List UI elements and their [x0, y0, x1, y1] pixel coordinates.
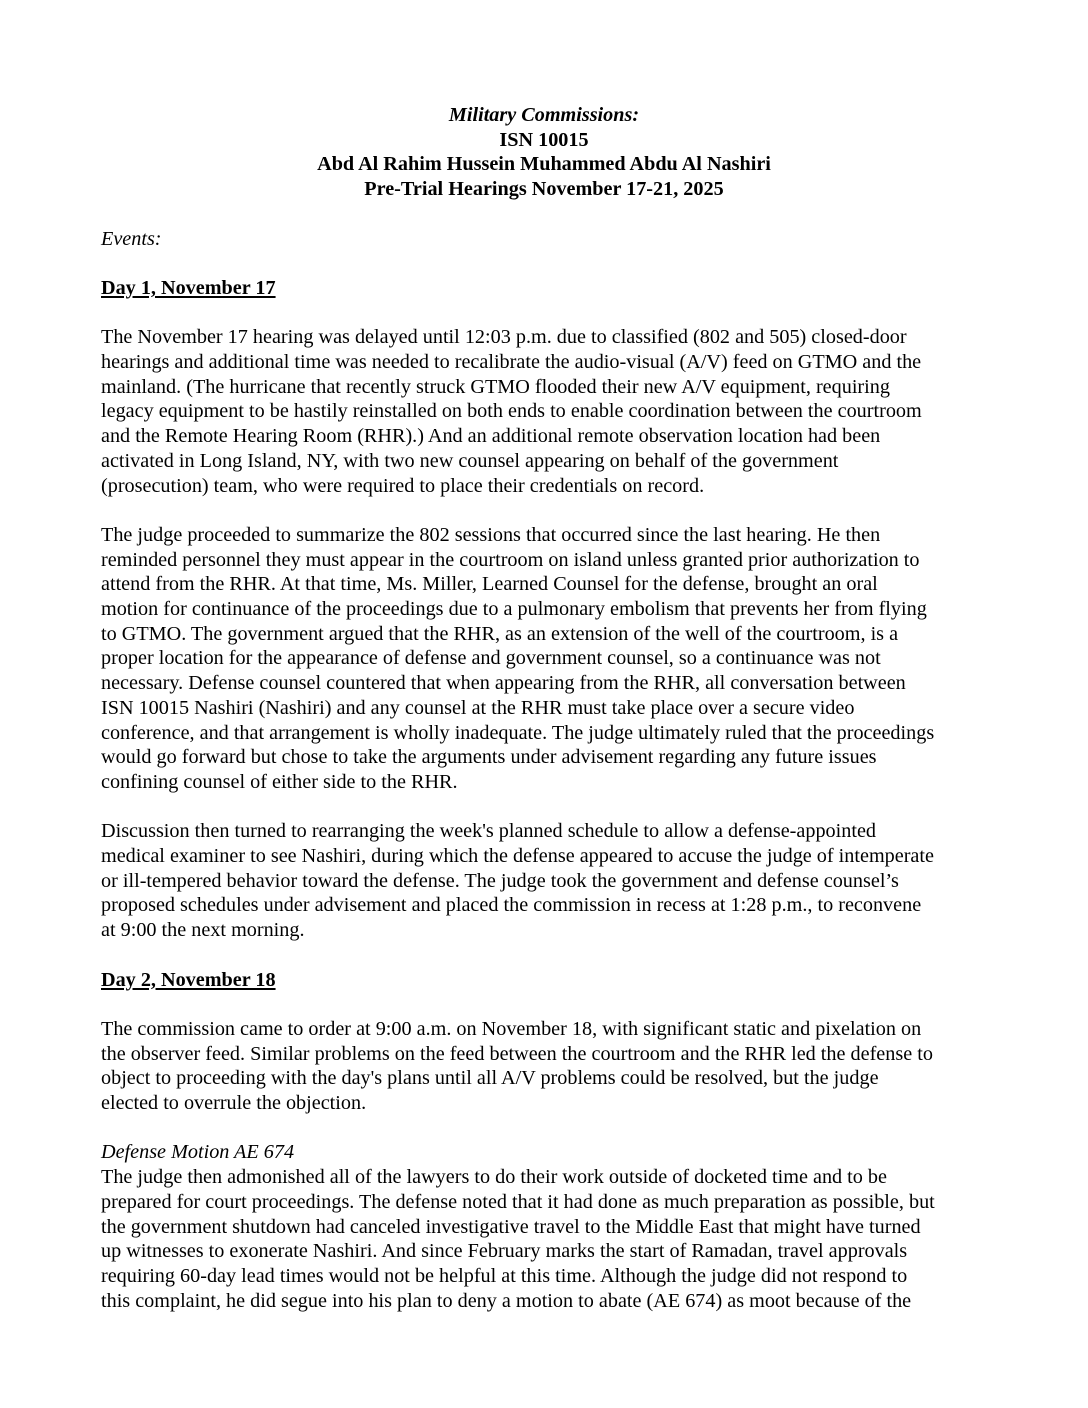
day-2-paragraph-1: [101, 1017, 987, 1116]
title-line-commissions: Military Commissions:: [448, 104, 640, 126]
text-line: the government shutdown had canceled investigative travel to the Middle East that might have turned: [101, 1215, 921, 1238]
text-line: hearings and additional time was needed to recalibrate the audio-visual (A/V) feed on GTMO and the: [101, 350, 922, 373]
text-line: requiring 60-day lead times would not be helpful at this time. Although the judge did not respond to: [101, 1264, 908, 1287]
text-line: necessary. Defense counsel countered that when appearing from the RHR, all conversation between: [101, 672, 906, 695]
day-1-paragraph-1: [101, 325, 987, 498]
text-line: proper location for the appearance of defense and government counsel, so a continuance was not: [101, 647, 881, 670]
text-line: up witnesses to exonerate Nashiri. And since February marks the start of Ramadan, travel approvals: [101, 1240, 908, 1263]
text-line: object to proceeding with the day's plans until all A/V problems could be resolved, but the judge: [101, 1067, 879, 1090]
text-line: The judge proceeded to summarize the 802 sessions that occurred since the last hearing. He then: [101, 523, 881, 546]
document-title-block: [93, 103, 995, 202]
text-line: confining counsel of either side to the RHR.: [101, 770, 458, 793]
text-line: or ill-tempered behavior toward the defense. The judge took the government and defense counsel’s: [101, 869, 899, 892]
text-line: at 9:00 the next morning.: [101, 919, 305, 942]
text-line: The judge then admonished all of the lawyers to do their work outside of docketed time and to be: [101, 1166, 887, 1189]
day-1-heading: Day 1, November 17: [101, 276, 276, 299]
day-2-heading: Day 2, November 18: [101, 968, 276, 991]
text-line: to GTMO. The government argued that the RHR, as an extension of the well of the courtroom, is a: [101, 622, 899, 645]
text-line: legacy equipment to be hastily reinstalled on both ends to enable coordination between the courtroom: [101, 400, 922, 423]
text-line: attend from the RHR. At that time, Ms. Miller, Learned Counsel for the defense, brought an oral: [101, 573, 878, 596]
text-line: and the Remote Hearing Room (RHR).) And an additional remote observation location had been: [101, 425, 881, 448]
document-page: [101, 103, 987, 1313]
day-1-paragraph-3: [101, 819, 987, 943]
title-line-hearing-dates: Pre-Trial Hearings November 17-21, 2025: [364, 178, 724, 201]
text-line: prepared for court proceedings. The defense noted that it had done as much preparation as possible, but: [101, 1190, 935, 1213]
title-line-detainee-name: Abd Al Rahim Hussein Muhammed Abdu Al Nashiri: [317, 153, 771, 176]
text-line: this complaint, he did segue into his plan to deny a motion to abate (AE 674) as moot because of the: [101, 1289, 912, 1312]
text-line: mainland. (The hurricane that recently struck GTMO flooded their new A/V equipment, requiring: [101, 375, 890, 398]
text-line: activated in Long Island, NY, with two new counsel appearing on behalf of the government: [101, 449, 839, 472]
text-line: Discussion then turned to rearranging the week's planned schedule to allow a defense-appointed: [101, 820, 877, 843]
text-line: The commission came to order at 9:00 a.m. on November 18, with significant static and pixelation on: [101, 1017, 922, 1040]
text-line: reminded personnel they must appear in the courtroom on island unless granted prior authorization to: [101, 548, 920, 571]
text-line: The November 17 hearing was delayed until 12:03 p.m. due to classified (802 and 505) closed-door: [101, 326, 907, 349]
day-1-paragraph-2: [101, 523, 987, 795]
text-line: conference, and that arrangement is wholly inadequate. The judge ultimately ruled that the proceedings: [101, 721, 935, 744]
text-line: would go forward but chose to take the arguments under advisement regarding any future issues: [101, 746, 877, 769]
text-line: (prosecution) team, who were required to place their credentials on record.: [101, 474, 705, 497]
text-line: ISN 10015 Nashiri (Nashiri) and any counsel at the RHR must take place over a secure video: [101, 696, 855, 719]
events-label: Events:: [101, 227, 162, 250]
text-line: medical examiner to see Nashiri, during which the defense appeared to accuse the judge of intemperate: [101, 845, 934, 868]
title-line-isn: ISN 10015: [499, 128, 589, 151]
defense-motion-ae-674-heading: Defense Motion AE 674: [101, 1141, 295, 1164]
text-line: motion for continuance of the proceedings due to a pulmonary embolism that prevents her from flying: [101, 598, 927, 620]
text-line: the observer feed. Similar problems on the feed between the courtroom and the RHR led the defense to: [101, 1042, 933, 1065]
text-line: proposed schedules under advisement and placed the commission in recess at 1:28 p.m., to reconvene: [101, 894, 922, 917]
text-line: elected to overrule the objection.: [101, 1092, 367, 1115]
defense-motion-ae-674-paragraph: [101, 1165, 987, 1313]
